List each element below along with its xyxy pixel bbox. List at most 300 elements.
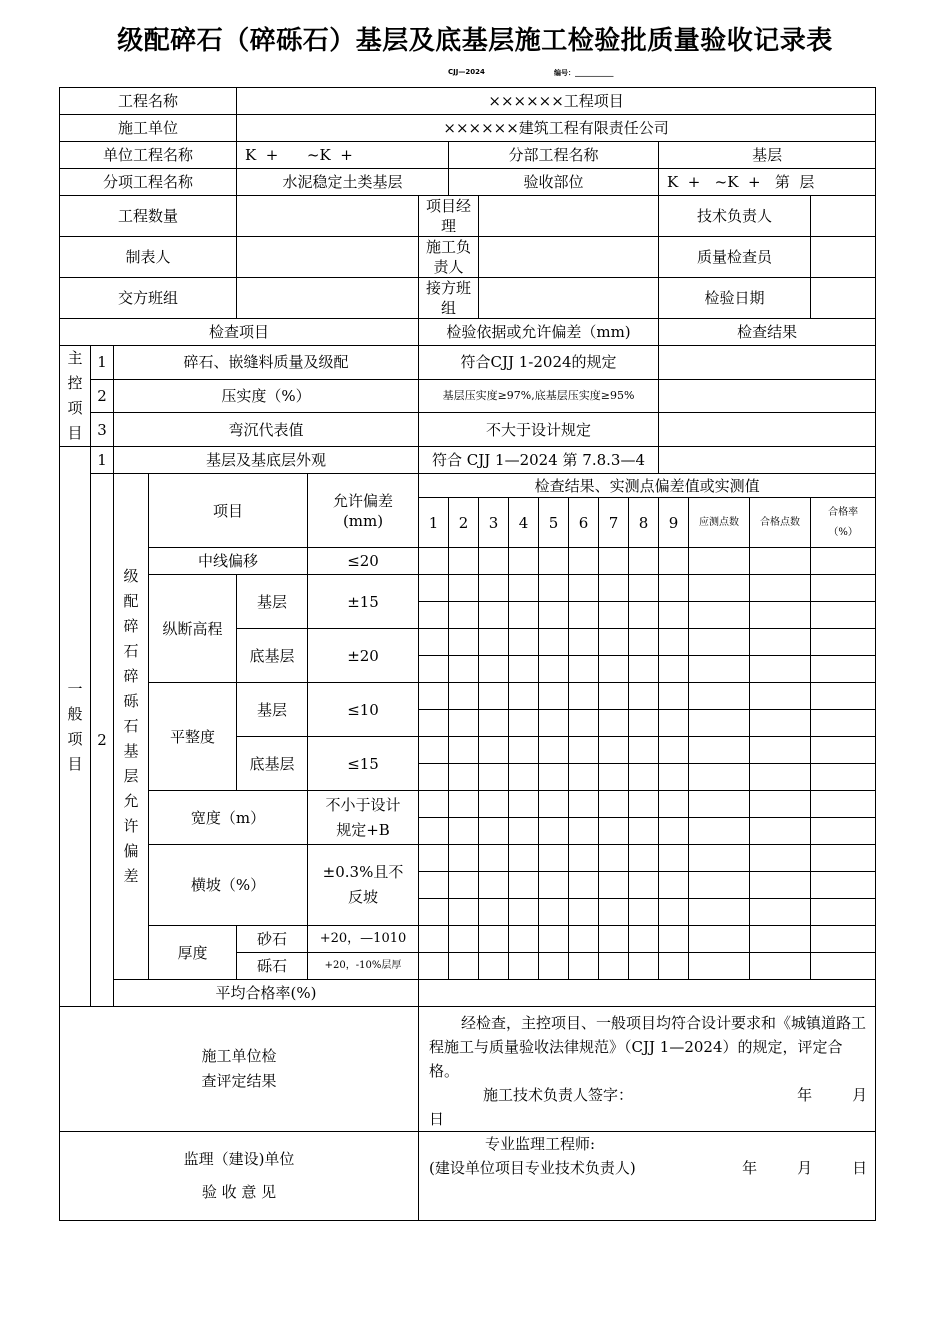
measurement-cell xyxy=(569,656,599,683)
point-number: 4 xyxy=(509,498,539,548)
measurement-cell xyxy=(811,953,876,980)
measurement-cell xyxy=(539,845,569,872)
measurement-cell xyxy=(689,602,750,629)
measurement-cell xyxy=(811,926,876,953)
measurement-cell xyxy=(659,926,689,953)
measurement-cell xyxy=(419,710,449,737)
measurement-cell xyxy=(599,656,629,683)
main-item-no: 1 xyxy=(91,346,114,380)
measurement-cell xyxy=(659,683,689,710)
measurement-cell xyxy=(599,629,629,656)
row-width-tol-line: 规定+B xyxy=(336,820,390,839)
sub-project-value: 基层 xyxy=(659,142,876,169)
measurement-cell xyxy=(629,872,659,899)
measurement-cell xyxy=(659,764,689,791)
measurement-cell xyxy=(599,818,629,845)
main-control-char: 项 xyxy=(67,399,83,417)
main-control-char: 主 xyxy=(67,349,83,367)
general-item-no: 2 xyxy=(91,474,114,1007)
measurement-cell xyxy=(479,764,509,791)
measurement-cell xyxy=(449,791,479,818)
construction-lead-label: 施工负责人 xyxy=(419,237,479,278)
main-item-result xyxy=(659,379,876,413)
measurement-cell xyxy=(419,602,449,629)
tolerance-char: 级 xyxy=(123,567,139,585)
main-item-result xyxy=(659,346,876,380)
measurement-cell xyxy=(479,710,509,737)
serial-number-label: 编号：___________ xyxy=(554,69,614,77)
measurement-cell xyxy=(569,683,599,710)
measurement-cell xyxy=(479,737,509,764)
row-profile-subbase: 底基层 xyxy=(237,629,308,683)
measurement-cell xyxy=(689,899,750,926)
row-profile-base: 基层 xyxy=(237,575,308,629)
measurement-cell xyxy=(811,845,876,872)
point-number: 5 xyxy=(539,498,569,548)
tolerance-char: 层 xyxy=(123,767,139,785)
measurement-cell xyxy=(689,629,750,656)
measurement-cell xyxy=(750,791,811,818)
measurement-cell xyxy=(509,926,539,953)
avg-pass-rate-value xyxy=(419,980,876,1007)
handover-team-value xyxy=(237,278,419,319)
unit-project-value: K + ~K + xyxy=(237,142,449,169)
supervisor-month: 月 xyxy=(797,1159,813,1177)
measurement-cell xyxy=(750,737,811,764)
tolerance-char: 碎 xyxy=(123,667,139,685)
row-profile-name: 纵断高程 xyxy=(149,575,237,683)
measurement-cell xyxy=(569,575,599,602)
measurement-cell xyxy=(479,899,509,926)
measurement-cell xyxy=(419,872,449,899)
measurement-cell xyxy=(569,548,599,575)
measurement-cell xyxy=(599,953,629,980)
contractor-conclusion-body: 经检查，主控项目、一般项目均符合设计要求和《城镇道路工程施工与质量验收法律规范》（CJJ 1—2024）的规定，评定合格。 xyxy=(429,1014,867,1080)
measurement-cell xyxy=(509,710,539,737)
measurement-cell xyxy=(659,737,689,764)
measurement-cell xyxy=(539,548,569,575)
measurement-cell xyxy=(419,683,449,710)
main-item-no: 2 xyxy=(91,379,114,413)
tolerance-header-line: 允许偏差 xyxy=(333,491,394,510)
measurement-cell xyxy=(449,602,479,629)
inspection-date-value xyxy=(811,278,876,319)
measurement-cell xyxy=(689,926,750,953)
measurement-cell xyxy=(599,872,629,899)
measurement-cell xyxy=(509,548,539,575)
measurement-cell xyxy=(811,710,876,737)
measurement-cell xyxy=(811,548,876,575)
measurement-cell xyxy=(539,602,569,629)
measurement-cell xyxy=(509,575,539,602)
main-item-basis: 基层压实度≥97%,底基层压实度≥95% xyxy=(419,379,659,413)
supervisor-owner-label: (建设单位项目专业技术负责人) xyxy=(429,1159,636,1177)
handover-team-label: 交方班组 xyxy=(60,278,237,319)
measurement-cell xyxy=(509,737,539,764)
measurement-cell xyxy=(629,764,659,791)
main-item-name: 压实度（%） xyxy=(114,379,419,413)
row-width-tol xyxy=(308,791,419,845)
measurement-cell xyxy=(811,818,876,845)
measurement-cell xyxy=(750,602,811,629)
measurement-cell xyxy=(509,683,539,710)
measurement-cell xyxy=(539,953,569,980)
tolerance-char: 允 xyxy=(123,792,139,810)
row-thickness-gravel: 砂石 xyxy=(237,926,308,953)
measurement-cell xyxy=(479,683,509,710)
main-item-no: 3 xyxy=(91,413,114,447)
column-item-header: 项目 xyxy=(149,474,308,548)
unit-project-label: 单位工程名称 xyxy=(60,142,237,169)
measurement-cell xyxy=(629,629,659,656)
point-number: 2 xyxy=(449,498,479,548)
measurement-cell xyxy=(449,845,479,872)
measurement-cell xyxy=(569,818,599,845)
measurement-cell xyxy=(750,818,811,845)
measurement-cell xyxy=(599,548,629,575)
measurement-cell xyxy=(419,953,449,980)
contractor-conclusion-line: 查评定结果 xyxy=(201,1072,277,1090)
measurement-cell xyxy=(689,710,750,737)
measurement-cell xyxy=(569,872,599,899)
measurement-cell xyxy=(569,953,599,980)
basis-header: 检验依据或允许偏差（mm) xyxy=(419,319,659,346)
quality-inspector-label: 质量检查员 xyxy=(659,237,811,278)
measurement-cell xyxy=(629,656,659,683)
row-flatness-base: 基层 xyxy=(237,683,308,737)
row-flatness-base-tol: ≤10 xyxy=(308,683,419,737)
measurement-cell xyxy=(449,737,479,764)
measurement-cell xyxy=(629,575,659,602)
measurement-cell xyxy=(509,764,539,791)
point-number: 1 xyxy=(419,498,449,548)
measurement-cell xyxy=(629,710,659,737)
supervisor-year: 年 xyxy=(742,1159,758,1177)
measurement-cell xyxy=(419,629,449,656)
measurement-cell xyxy=(539,575,569,602)
main-item-result xyxy=(659,413,876,447)
measurement-cell xyxy=(419,818,449,845)
measurement-cell xyxy=(811,602,876,629)
general-char: 目 xyxy=(67,754,83,773)
measurement-cell xyxy=(539,818,569,845)
result-header: 检查结果 xyxy=(659,319,876,346)
measurement-cell xyxy=(569,899,599,926)
supervisor-label-line: 验 收 意 见 xyxy=(201,1183,277,1201)
measurement-cell xyxy=(659,845,689,872)
measurement-cell xyxy=(569,845,599,872)
measurement-cell xyxy=(750,764,811,791)
tolerance-char: 许 xyxy=(123,817,139,835)
general-label xyxy=(60,447,91,1007)
row-flatness-name: 平整度 xyxy=(149,683,237,791)
tech-lead-label: 技术负责人 xyxy=(659,196,811,237)
measurement-cell xyxy=(509,602,539,629)
contractor-value: ××××××建筑工程有限责任公司 xyxy=(237,115,876,142)
measurement-cell xyxy=(811,656,876,683)
measurement-cell xyxy=(599,737,629,764)
measurement-cell xyxy=(479,656,509,683)
quantity-value xyxy=(237,196,419,237)
main-control-label xyxy=(60,346,91,447)
tolerance-char: 碎 xyxy=(123,617,139,635)
general-char: 一 xyxy=(67,679,83,698)
measurement-cell xyxy=(569,629,599,656)
measurement-cell xyxy=(811,737,876,764)
measurement-cell xyxy=(419,548,449,575)
measurement-cell xyxy=(539,683,569,710)
receiving-team-label: 接方班组 xyxy=(419,278,479,319)
point-number: 7 xyxy=(599,498,629,548)
measurement-cell xyxy=(479,953,509,980)
row-width-tol-line: 不小于设计 xyxy=(325,795,401,814)
measurement-cell xyxy=(689,764,750,791)
measurement-cell xyxy=(509,656,539,683)
measurement-cell xyxy=(539,764,569,791)
measurement-cell xyxy=(479,926,509,953)
passed-points-header: 合格点数 xyxy=(750,498,811,548)
measurement-cell xyxy=(539,629,569,656)
tolerance-char: 石 xyxy=(123,642,139,660)
contractor-label: 施工单位 xyxy=(60,115,237,142)
row-flatness-subbase: 底基层 xyxy=(237,737,308,791)
row-slope-tol-line: ±0.3%且不 xyxy=(322,863,404,881)
measurement-cell xyxy=(479,791,509,818)
supervisor-day: 日 xyxy=(852,1159,868,1177)
measurement-cell xyxy=(449,710,479,737)
general-char: 般 xyxy=(67,704,83,723)
general-item-result xyxy=(659,447,876,474)
required-points-header: 应测点数 xyxy=(689,498,750,548)
acceptance-record-table xyxy=(59,87,876,1221)
measurement-cell xyxy=(599,683,629,710)
measurement-cell xyxy=(419,737,449,764)
project-name-value: ××××××工程项目 xyxy=(237,88,876,115)
supervisor-label-line: 监理（建设)单位 xyxy=(183,1150,295,1168)
measurement-cell xyxy=(569,791,599,818)
measurement-cell xyxy=(750,953,811,980)
measurement-cell xyxy=(629,953,659,980)
contractor-day: 日 xyxy=(429,1110,445,1128)
tolerance-char: 基 xyxy=(123,742,139,760)
measurement-cell xyxy=(811,791,876,818)
measurement-cell xyxy=(479,629,509,656)
main-item-basis: 符合CJJ 1-2024的规定 xyxy=(419,346,659,380)
measurement-cell xyxy=(750,656,811,683)
accept-part-value: K + ~K + 第 层 xyxy=(659,169,876,196)
pass-rate-header-line: （%） xyxy=(828,526,858,538)
quantity-label: 工程数量 xyxy=(60,196,237,237)
measurement-cell xyxy=(599,602,629,629)
row-profile-subbase-tol: ±20 xyxy=(308,629,419,683)
measurement-cell xyxy=(569,737,599,764)
contractor-conclusion-label xyxy=(60,1007,419,1132)
measurement-cell xyxy=(449,818,479,845)
main-control-char: 目 xyxy=(67,424,83,442)
supervisor-label xyxy=(60,1132,419,1221)
measurement-cell xyxy=(599,764,629,791)
measurement-cell xyxy=(750,548,811,575)
measurement-cell xyxy=(659,710,689,737)
measurement-cell xyxy=(539,710,569,737)
point-number: 9 xyxy=(659,498,689,548)
measurement-cell xyxy=(599,710,629,737)
measurement-cell xyxy=(811,683,876,710)
measurement-cell xyxy=(449,683,479,710)
measurement-cell xyxy=(569,602,599,629)
row-thickness-crushed: 砾石 xyxy=(237,953,308,980)
measurement-cell xyxy=(569,764,599,791)
tolerance-char: 配 xyxy=(123,592,139,610)
measurement-cell xyxy=(659,656,689,683)
measurement-cell xyxy=(509,845,539,872)
measurement-cell xyxy=(539,926,569,953)
measurement-cell xyxy=(599,899,629,926)
accept-part-label: 验收部位 xyxy=(449,169,659,196)
row-width-name: 宽度（m） xyxy=(149,791,308,845)
measurement-cell xyxy=(750,872,811,899)
quality-inspector-value xyxy=(811,237,876,278)
measurement-cell xyxy=(689,548,750,575)
project-name-label: 工程名称 xyxy=(60,88,237,115)
contractor-conclusion-line: 施工单位检 xyxy=(201,1047,277,1065)
measurement-cell xyxy=(419,926,449,953)
check-item-header: 检查项目 xyxy=(60,319,419,346)
measurement-cell xyxy=(659,575,689,602)
measurement-cell xyxy=(811,899,876,926)
measurement-cell xyxy=(599,575,629,602)
tolerance-header-line: (mm) xyxy=(342,511,384,530)
pm-label: 项目经理 xyxy=(419,196,479,237)
measurement-cell xyxy=(419,791,449,818)
measurement-cell xyxy=(539,899,569,926)
measurement-cell xyxy=(689,953,750,980)
measurement-cell xyxy=(479,602,509,629)
item-project-label: 分项工程名称 xyxy=(60,169,237,196)
main-item-basis: 不大于设计规定 xyxy=(419,413,659,447)
contractor-year: 年 xyxy=(797,1086,813,1104)
main-item-name: 弯沉代表值 xyxy=(114,413,419,447)
measurement-cell xyxy=(569,926,599,953)
contractor-month: 月 xyxy=(852,1086,868,1104)
row-centerline-tol: ≤20 xyxy=(308,548,419,575)
measurement-cell xyxy=(629,926,659,953)
measurement-cell xyxy=(419,575,449,602)
measurement-cell xyxy=(539,737,569,764)
contractor-sign-label: 施工技术负责人签字： xyxy=(483,1086,634,1104)
measurement-cell xyxy=(599,926,629,953)
measurement-cell xyxy=(689,656,750,683)
measurement-cell xyxy=(419,899,449,926)
pass-rate-header xyxy=(811,498,876,548)
measurement-cell xyxy=(629,602,659,629)
measurement-cell xyxy=(629,791,659,818)
row-thickness-crushed-tol: +20，-10%层厚 xyxy=(308,953,419,980)
measurement-cell xyxy=(811,872,876,899)
measurement-cell xyxy=(750,845,811,872)
pm-value xyxy=(479,196,659,237)
tolerance-char: 石 xyxy=(123,717,139,735)
measurement-cell xyxy=(750,683,811,710)
measurement-cell xyxy=(629,899,659,926)
measurement-cell xyxy=(689,683,750,710)
measurement-cell xyxy=(419,764,449,791)
measurement-cell xyxy=(750,899,811,926)
measurement-cell xyxy=(449,548,479,575)
measurement-cell xyxy=(479,845,509,872)
receiving-team-value xyxy=(479,278,659,319)
page-title: 级配碎石（碎砾石）基层及底基层施工检验批质量验收记录表 xyxy=(117,26,833,56)
measurement-cell xyxy=(509,629,539,656)
measurement-cell xyxy=(419,656,449,683)
measurement-cell xyxy=(750,710,811,737)
row-slope-tol-line: 反坡 xyxy=(348,888,379,906)
measurement-cell xyxy=(509,818,539,845)
inspection-date-label: 检验日期 xyxy=(659,278,811,319)
measurement-cell xyxy=(659,548,689,575)
tolerance-char: 差 xyxy=(123,867,139,885)
tolerance-vertical-label xyxy=(114,474,149,980)
row-slope-tol xyxy=(308,845,419,926)
general-item-no: 1 xyxy=(91,447,114,474)
measurement-cell xyxy=(449,899,479,926)
measurement-cell xyxy=(629,818,659,845)
construction-lead-value xyxy=(479,237,659,278)
measurement-cell xyxy=(750,926,811,953)
point-number: 8 xyxy=(629,498,659,548)
preparer-value xyxy=(237,237,419,278)
preparer-label: 制表人 xyxy=(60,237,237,278)
measurement-cell xyxy=(689,791,750,818)
contractor-conclusion-text xyxy=(419,1007,876,1132)
row-thickness-gravel-tol: +20，—1010 xyxy=(308,926,419,953)
measurement-cell xyxy=(539,872,569,899)
measurement-cell xyxy=(449,764,479,791)
measurement-cell xyxy=(449,575,479,602)
tolerance-char: 偏 xyxy=(123,842,139,860)
general-char: 项 xyxy=(67,729,83,748)
measurement-cell xyxy=(689,575,750,602)
row-centerline-name: 中线偏移 xyxy=(149,548,308,575)
column-tolerance-header xyxy=(308,474,419,548)
row-thickness-name: 厚度 xyxy=(149,926,237,980)
row-profile-base-tol: ±15 xyxy=(308,575,419,629)
measurement-cell xyxy=(629,683,659,710)
measurement-cell xyxy=(539,791,569,818)
sub-project-label: 分部工程名称 xyxy=(449,142,659,169)
measurement-cell xyxy=(449,953,479,980)
measurement-cell xyxy=(479,575,509,602)
measurement-cell xyxy=(419,845,449,872)
measurement-cell xyxy=(811,764,876,791)
measurement-cell xyxy=(659,872,689,899)
measurement-cell xyxy=(659,818,689,845)
point-number: 3 xyxy=(479,498,509,548)
row-flatness-subbase-tol: ≤15 xyxy=(308,737,419,791)
measurement-cell xyxy=(479,872,509,899)
measurement-cell xyxy=(449,872,479,899)
measurement-cell xyxy=(689,737,750,764)
measurement-cell xyxy=(659,791,689,818)
measurement-cell xyxy=(569,710,599,737)
measurement-cell xyxy=(750,629,811,656)
measurement-cell xyxy=(479,548,509,575)
measurement-cell xyxy=(629,845,659,872)
measurement-cell xyxy=(659,629,689,656)
measurement-cell xyxy=(659,953,689,980)
measure-header: 检查结果、实测点偏差值或实测值 xyxy=(419,474,876,498)
general-item-basis: 符合 CJJ 1—2024 第 7.8.3—4 xyxy=(419,447,659,474)
